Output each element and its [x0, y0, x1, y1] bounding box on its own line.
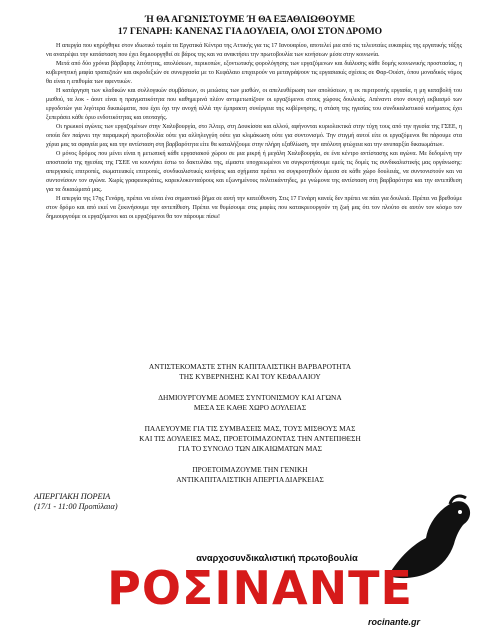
slogan-line: ΚΑΙ ΤΙΣ ΔΟΥΛΕΙΕΣ ΜΑΣ, ΠΡΟΕΤΟΙΜΑΖΟΝΤΑΣ ΤΗΝ ΑΝΤΕΠΙΘΕΣΗ: [139, 433, 361, 443]
slogan-line: ΔΗΜΙΟΥΡΓΟΥΜΕ ΔΟΜΕΣ ΣΥΝΤΟΝΙΣΜΟΥ ΚΑΙ ΑΓΩΝΑ: [158, 393, 342, 403]
slogan-line: ΠΑΛΕΥΟΥΜΕ ΓΙΑ ΤΙΣ ΣΥΜΒΑΣΕΙΣ ΜΑΣ, ΤΟΥΣ ΜΙΣΘΟΥΣ ΜΑΣ: [144, 424, 356, 434]
slogan-line: ΑΝΤΙΣΤΕΚΟΜΑΣΤΕ ΣΤΗΝ ΚΑΠΙΤΑΛΙΣΤΙΚΗ ΒΑΡΒΑΡΟΤΗΤΑ: [148, 362, 352, 371]
slogans: [80, 362, 420, 496]
slogan-block: [80, 393, 420, 412]
march-info: [34, 492, 234, 512]
slogan-line: ΠΡΟΕΤΟΙΜΑΖΟΥΜΕ ΤΗΝ ΓΕΝΙΚΗ: [192, 465, 308, 475]
slogan-line: ΤΗΣ ΚΥΒΕΡΝΗΣΗΣ ΚΑΙ ΤΟΥ ΚΕΦΑΛΑΙΟΥ: [179, 371, 321, 381]
organization-logo-word: ΡΟΣΙΝΑΝΤΕ: [107, 561, 413, 615]
paragraph: Η απεργία που κηρύχθηκε στον ιδιωτικό τομέα τα Εργατικά Κέντρα της Αττικής για τις 17 Ιανουαρίου, αποτελεί μια από τις τελευταίες ευκαιρίες της εργατικής τάξης να ανατρέψει την κατάσταση που έχει δημιουργηθεί σε βάρος της και να ανακτήσει την πρωτοβουλία των κινήσεων μέσα στην κοινωνία.: [46, 43, 462, 58]
paragraph: Η απεργία της 17ης Γενάρη, πρέπει να είναι ένα σημαντικό βήμα σε αυτή την κατεύθυνση. Στις 17 Γενάρη κανείς δεν πρέπει να πάει για δουλειά. Πρέπει να βρεθούμε στον δρόμο και από εκεί να ξεκινήσουμε την αντεπίθεση. Πρέπει να θυμίσουμε στις μαφίες που κατακρεουργούν τη ζωή μας ότι τον πλούτο σε αυτόν τον κόσμο τον δημιουργούμε οι εργαζόμενοι και οι εργαζόμενοι θα τον πάρουμε πίσω!: [46, 196, 462, 220]
slogan-block: [80, 465, 420, 484]
march-details: (17/1 - 11:00 Προπύλαια): [34, 502, 118, 511]
flyer-title: [60, 14, 440, 38]
march-title: ΑΠΕΡΓΙΑΚΗ ΠΟΡΕΙΑ: [34, 492, 111, 501]
slogan-block: [80, 424, 420, 453]
body-text: [46, 42, 462, 222]
paragraph: Οι ηρωικοί αγώνες των εργαζομένων στην Χαλυβουργία, στο Άλτερ, στη Δουκίσσα και αλλού, αφήνονται κυριολεκτικά στην τύχη τους από την ηγεσία της ΓΣΕΕ, η οποία δεν παίρνει την παραμικρή πρωτοβουλία ούτε για αλληλεγγύη ούτε για κλιμάκωση ούτε για συντονισμό. Την στιγμή αυτοί είτε οι εργαζόμενοι θα πάρουμε στα χέρια μας τα σφαγεία μας και την αντίσταση στη βαρβαρότητα είτε θα καταλήξουμε στην πλήρη εξαθλίωση, την απόλυτη φτώχεια και την ανυπαρξία δικαιωμάτων.: [46, 124, 462, 148]
organization-subtitle: αναρχοσυνδικαλιστική πρωτοβουλία: [196, 553, 358, 563]
slogan-block: [80, 362, 420, 381]
paragraph: Μετά από δύο χρόνια βάρβαρης λιτότητας, απολύσεων, περικοπών, εξοντωτικής φορολόγησης των εργαζόμενων και διάλυσης κάθε δομής κοινωνικής προστασίας, η κυβερνητική μαφία τραπεζιτών και ακροδεξιών σε συνεργασία με το Κεφάλαιο επιχειρούν να μεταγράψουν τις εργασιακές σχέσεις σε Φαρ-Ουέστ, όπου μοναδικός νόμος θα είναι η επιθυμία των αφεντικών.: [46, 61, 462, 85]
slogan-line: ΜΕΣΑ ΣΕ ΚΑΘΕ ΧΩΡΟ ΔΟΥΛΕΙΑΣ: [193, 402, 307, 412]
paragraph: Ο μόνος δρόμος που μένει είναι η μετωπική κάθε εργασιακού χώρου σε μια μικρή ή μεγάλη Χαλυβουργία, σε ένα κέντρο αντίστασης και αγώνα. Με δεδομένη την αποστασία της ηγεσίας της ΓΣΕΕ να κουνήσει έστω το δακτυλάκι της, είμαστε υποχρεωμένοι να συγκροτήσουμε εμείς τις δομές τις συνδικαλιστικής μας οργάνωσης: απεργιακές επιτροπές, σωματειακές επιτροπές, συνδικαλιστικές κινήσεις και σχήματα πρέπει να συγκροτηθούν άμεσα σε κάθε χώρο δουλειάς, να συντονιστούν και να συντονίσουν τον αγώνα. Χωρίς γραφειοκράτες, καρεκλοκενταύρους και εξωνημένους πολιτικάντηδες, με γνώμονα της αντίσταση στη βαρβαρότητα και την αντεπίθεση για τα δικαιώματά μας.: [46, 151, 462, 193]
slogan-line: ΑΝΤΙΚΑΠΙΤΑΛΙΣΤΙΚΗ ΑΠΕΡΓΙΑ ΔΙΑΡΚΕΙΑΣ: [176, 474, 324, 484]
paragraph: Η κατάργηση των κλαδικών και συλλογικών συμβάσεων, οι μειώσεις των μισθών, οι απελευθέρωση των απολύσεων, η εκ περιτροπής εργασία, η μη καταβολή του μισθού, τα λοκ - άουτ είναι η πραγματικότητα που καθημερινά πλέον αντιμετωπίζουν οι εργαζόμενοι στους χώρους δουλειάς. Απέναντι στον συνεχή εκβιασμό των εργοδοτών για λιγότερα δικαιώματα, που έχει όχι την ανοχή αλλά την έμπρακτη συνέργεια της κυβέρνησης, η στάση της ηγεσίας του συνδικαλιστικού κινήματος έχει ξεπεράσει κάθε όριο ενδοτικότητας και υποταγής.: [46, 88, 462, 121]
title-line-1: Ή ΘΑ ΑΓΩΝΙΣΤΟΥΜΕ Ή ΘΑ ΕΞΑΘΛΙΩΘΟΥΜΕ: [144, 14, 356, 25]
title-line-2: 17 ΓΕΝΑΡΗ: ΚΑΝΕΝΑΣ ΓΙΑ ΔΟΥΛΕΙΑ, ΟΛΟΙ ΣΤΟΝ ΔΡΟΜΟ: [117, 26, 383, 37]
slogan-line: ΓΙΑ ΤΟ ΣΥΝΟΛΟ ΤΩΝ ΔΙΚΑΙΩΜΑΤΩΝ ΜΑΣ: [178, 443, 322, 453]
website-text: rocinante.gr: [367, 617, 420, 627]
